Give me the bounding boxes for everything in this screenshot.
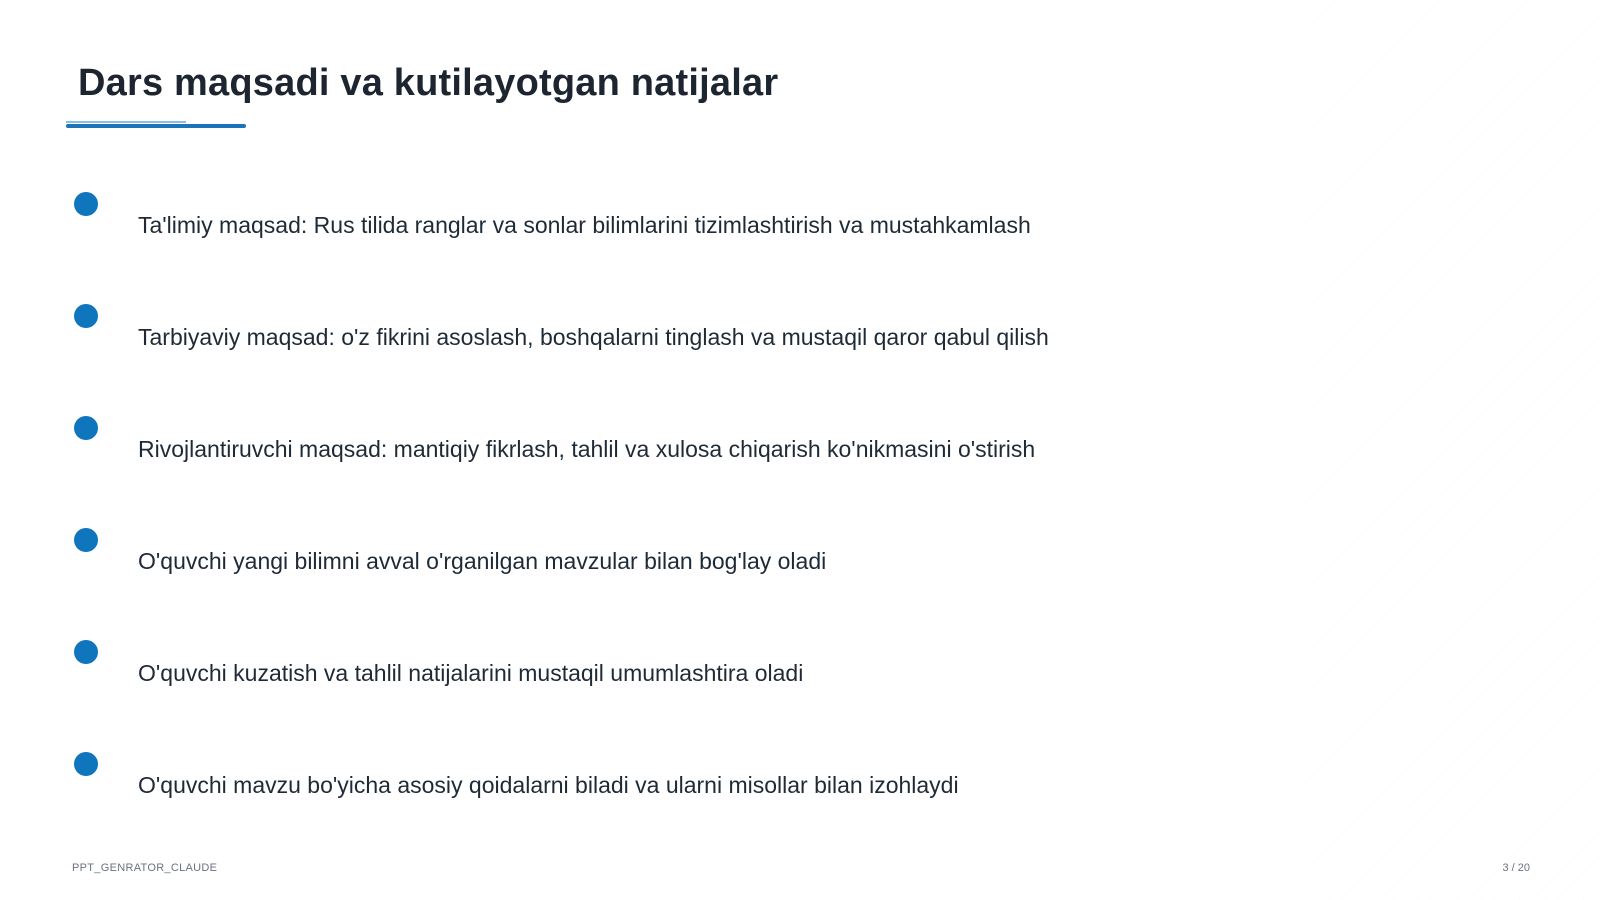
objective-item bbox=[0, 304, 1200, 384]
objective-text: Ta'limiy maqsad: Rus tilida ranglar va sonlar bilimlarini tizimlashtirish va mustahkamlash bbox=[138, 212, 1031, 238]
objective-text: O'quvchi mavzu bo'yicha asosiy qoidalarni biladi va ularni misollar bilan izohlaydi bbox=[138, 772, 959, 798]
slide-title: Dars maqsadi va kutilayotgan natijalar bbox=[78, 62, 779, 104]
bullet-dot-icon bbox=[74, 528, 98, 552]
footer-brand: PPT_GENRATOR_CLAUDE bbox=[72, 862, 218, 874]
objective-text: O'quvchi kuzatish va tahlil natijalarini mustaqil umumlashtira oladi bbox=[138, 660, 804, 686]
bullet-dot-icon bbox=[74, 640, 98, 664]
objective-item bbox=[0, 640, 1200, 720]
objective-item bbox=[0, 416, 1200, 496]
page-indicator: 3 / 20 bbox=[1502, 862, 1530, 874]
bullet-dot-icon bbox=[74, 416, 98, 440]
bullet-dot-icon bbox=[74, 192, 98, 216]
objective-text: Rivojlantiruvchi maqsad: mantiqiy fikrlash, tahlil va xulosa chiqarish ko'nikmasini o'stirish bbox=[138, 436, 1036, 462]
objective-item bbox=[0, 752, 1200, 832]
objective-item bbox=[0, 528, 1200, 608]
bullet-dot-icon bbox=[74, 304, 98, 328]
objective-text: Tarbiyaviy maqsad: o'z fikrini asoslash, boshqalarni tinglash va mustaqil qaror qabul qilish bbox=[138, 324, 1049, 350]
objective-item bbox=[0, 192, 1200, 272]
objective-text: O'quvchi yangi bilimni avval o'rganilgan mavzular bilan bog'lay oladi bbox=[138, 548, 827, 574]
bullet-dot-icon bbox=[74, 752, 98, 776]
